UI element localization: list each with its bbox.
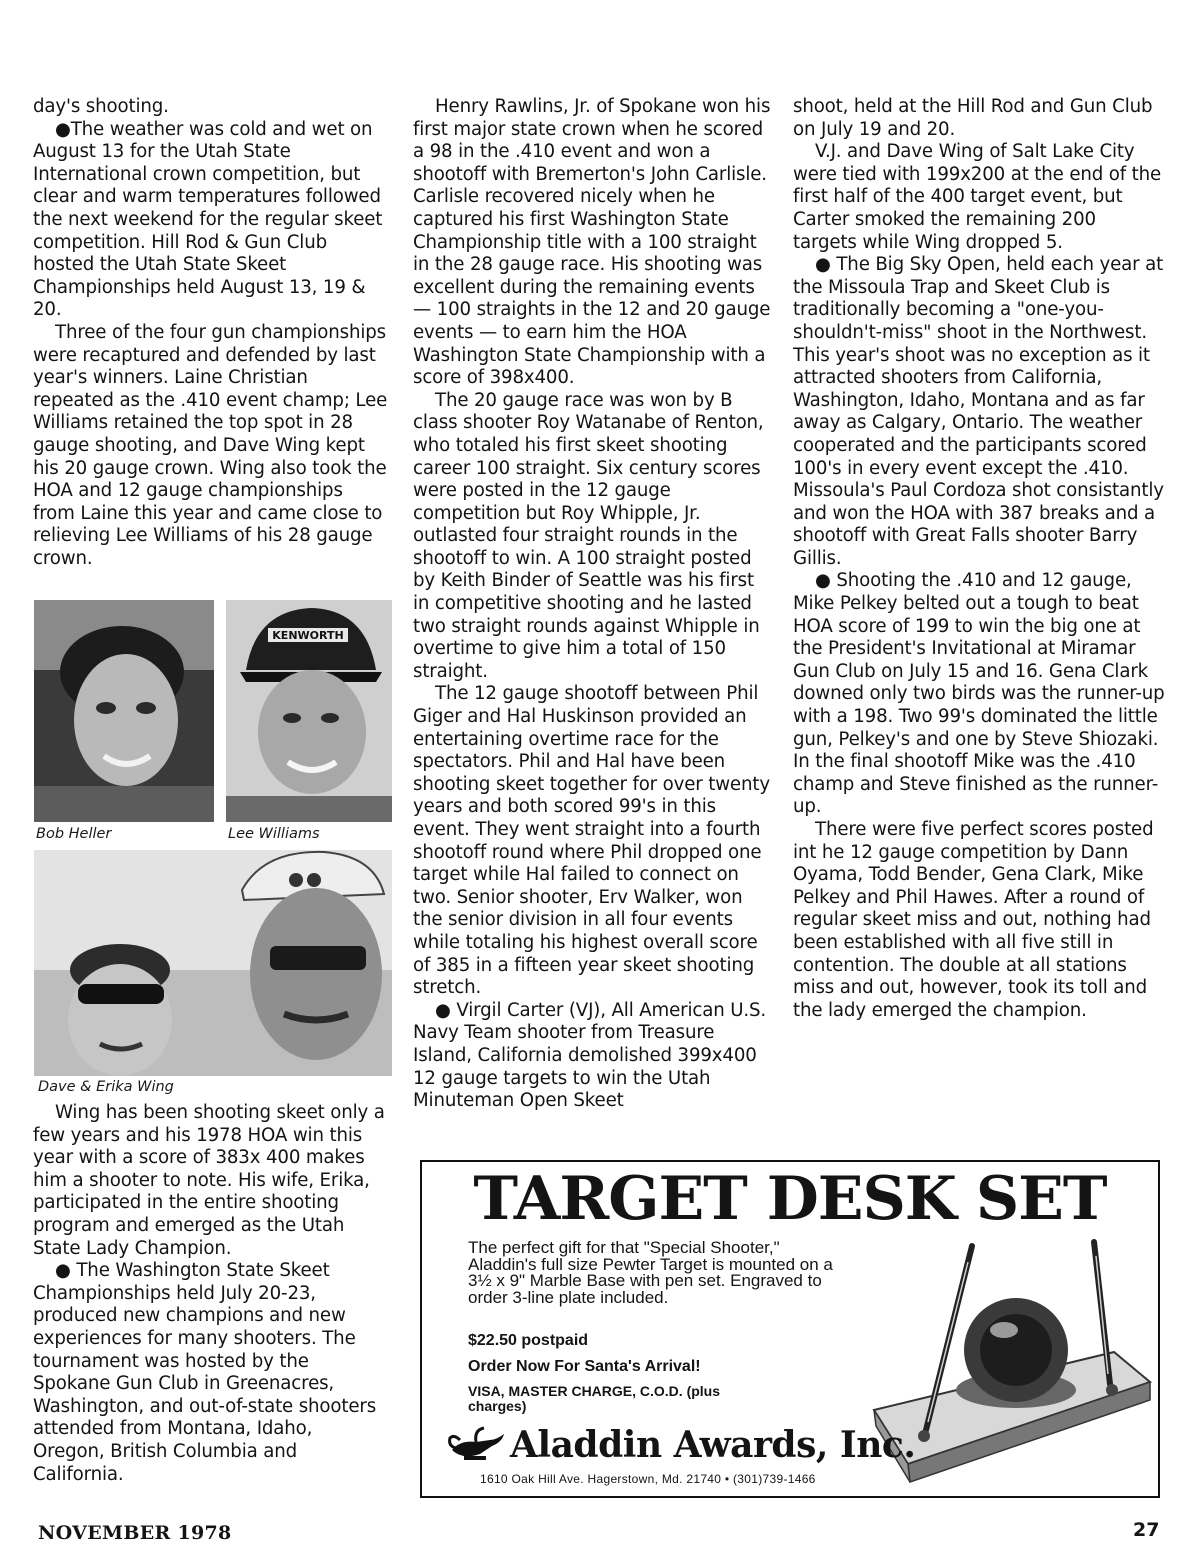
article-column-2	[413, 96, 775, 1113]
article-paragraph: ● The Big Sky Open, held each year at the Missoula Trap and Skeet Club is traditionally becoming a "one-you-shouldn't-miss" shoot in the Northwest. This year's shoot was no exception as it attracted shooters from California, Washington, Idaho, Montana and as far away as Calgary, Ontario. The weather cooperated and the participants scored 100's in every event except the .410. Missoula's Paul Cordoza shot consistantly and won the HOA with 387 breaks and a shootoff with Great Falls shooter Barry Gillis.	[793, 254, 1164, 569]
article-paragraph: The 12 gauge shootoff between Phil Giger and Hal Huskinson provided an entertaining overtime race for the spectators. Phil and Hal have been shooting skeet together for over twenty years and both scored 99's in this event. They went straight into a fourth shootoff round where Phil dropped one target while Hal failed to connect on two. Senior shooter, Erv Walker, won the senior division in all four events while totaling his highest overall score of 385 in a fifteen year skeet shooting stretch.	[413, 683, 770, 999]
article-paragraph: V.J. and Dave Wing of Salt Lake City were tied with 199x200 at the end of the first half of the 400 target event, but Carter smoked the remaining 200 targets while Wing dropped 5.	[793, 141, 1162, 253]
article-paragraph: ● Shooting the .410 and 12 gauge, Mike Pelkey belted out a tough to beat HOA score of 199 to win the big one at the President's Invitational at Miramar Gun Club on July 15 and 16. Gena Clark downed only two birds was the runner-up with a 198. Two 99's dominated the little gun, Pelkey's and one by Steve Shiozaki. In the final shootoff Mike was the .410 champ and Steve finished as the runner-up.	[793, 570, 1165, 818]
photo-bob-heller	[34, 600, 214, 822]
article-column-3	[793, 96, 1165, 1022]
ad-price: $22.50 postpaid	[468, 1332, 589, 1349]
article-column-1-continued	[33, 1102, 389, 1486]
article-paragraph: shoot, held at the Hill Rod and Gun Club on July 19 and 20.	[793, 96, 1153, 140]
article-paragraph: The 20 gauge race was won by B class shooter Roy Watanabe of Renton, who totaled his first skeet shooting career 100 straight. Six century scores were posted in the 12 gauge competition but Roy Whipple, Jr. outlasted four straight rounds in the shootoff to win. A 100 straight posted by Keith Binder of Seattle was his first in competitive shooting and he lasted two straight rounds against Whipple in overtime to give him a total of 150 straight.	[413, 389, 764, 682]
article-paragraph: day's shooting.	[33, 96, 169, 117]
photo-caption: Bob Heller	[36, 826, 112, 842]
article-paragraph: There were five perfect scores posted int he 12 gauge competition by Dann Oyama, Todd Bender, Gena Clark, Mike Pelkey and Phil Hawes. After a round of regular skeet miss and out, nothing had been established with all five still in contention. The double at all stations miss and out, however, took its toll and the lady emerged the champion.	[793, 819, 1154, 1021]
page-number: 27	[1133, 1519, 1160, 1541]
photo-caption: Lee Williams	[228, 826, 320, 842]
article-paragraph: Three of the four gun championships were recaptured and defended by last year's winners. Laine Christian repeated as the .410 event champ; Lee Williams retained the top spot in 28 gauge shooting, and Dave Wing kept his 20 gauge crown. Wing also took the HOA and 12 gauge championships from Laine this year and came close to relieving Lee Williams of his 28 gauge crown.	[33, 321, 388, 569]
ad-address: 1610 Oak Hill Ave. Hagerstown, Md. 21740 • (301)739-1466	[480, 1472, 816, 1486]
ad-company-name: Aladdin Awards, Inc.	[510, 1424, 916, 1466]
cap-logo-text: KENWORTH	[272, 629, 344, 642]
article-paragraph: Wing has been shooting skeet only a few years and his 1978 HOA win this year with a score of 383x 400 makes him a shooter to note. His wife, Erika, participated in the entire shooting program and emerged as the Utah State Lady Champion.	[33, 1102, 385, 1259]
photo-caption: Dave & Erika Wing	[38, 1079, 174, 1095]
issue-date: NOVEMBER 1978	[38, 1522, 232, 1544]
article-paragraph: ● Virgil Carter (VJ), All American U.S. Navy Team shooter from Treasure Island, California demolished 399x400 12 gauge targets to win the Utah Minuteman Open Skeet	[413, 999, 767, 1112]
ad-payment-methods: VISA, MASTER CHARGE, C.O.D. (plus charges)	[468, 1383, 721, 1414]
ad-order-line: Order Now For Santa's Arrival!	[468, 1358, 701, 1375]
photo-lee-williams	[226, 600, 392, 822]
ad-headline: TARGET DESK SET	[473, 1164, 1107, 1234]
advertisement-box	[420, 1160, 1160, 1498]
photo-dave-erika-wing	[34, 850, 392, 1076]
article-paragraph: ● The Washington State Skeet Championships held July 20-23, produced new champions and new experiences for many shooters. The tournament was hosted by the Spokane Gun Club in Greenacres, Washington, and out-of-state shooters attended from Montana, Idaho, Oregon, British Columbia and California.	[33, 1260, 377, 1485]
lamp-logo-icon	[446, 1424, 508, 1464]
ad-description: The perfect gift for that "Special Shooter," Aladdin's full size Pewter Target is mounted on a 3½ x 9" Marble Base with pen set. Engraved to order 3-line plate included.	[468, 1238, 833, 1307]
article-paragraph: ●The weather was cold and wet on August 13 for the Utah State International crown competition, but clear and warm temperatures followed the next weekend for the regular skeet competition. Hill Rod & Gun Club hosted the Utah State Skeet Championships held August 13, 19 & 20.	[33, 118, 383, 321]
article-column-1	[33, 96, 389, 570]
article-paragraph: Henry Rawlins, Jr. of Spokane won his first major state crown when he scored a 98 in the .410 event and won a shootoff with Bremerton's John Carlisle. Carlisle recovered nicely when he captured his first Washington State Championship title with a 100 straight in the 28 gauge race. His shooting was excellent during the remaining events — 100 straights in the 12 and 20 gauge events — to earn him the HOA Washington State Championship with a score of 398x400.	[413, 96, 771, 389]
